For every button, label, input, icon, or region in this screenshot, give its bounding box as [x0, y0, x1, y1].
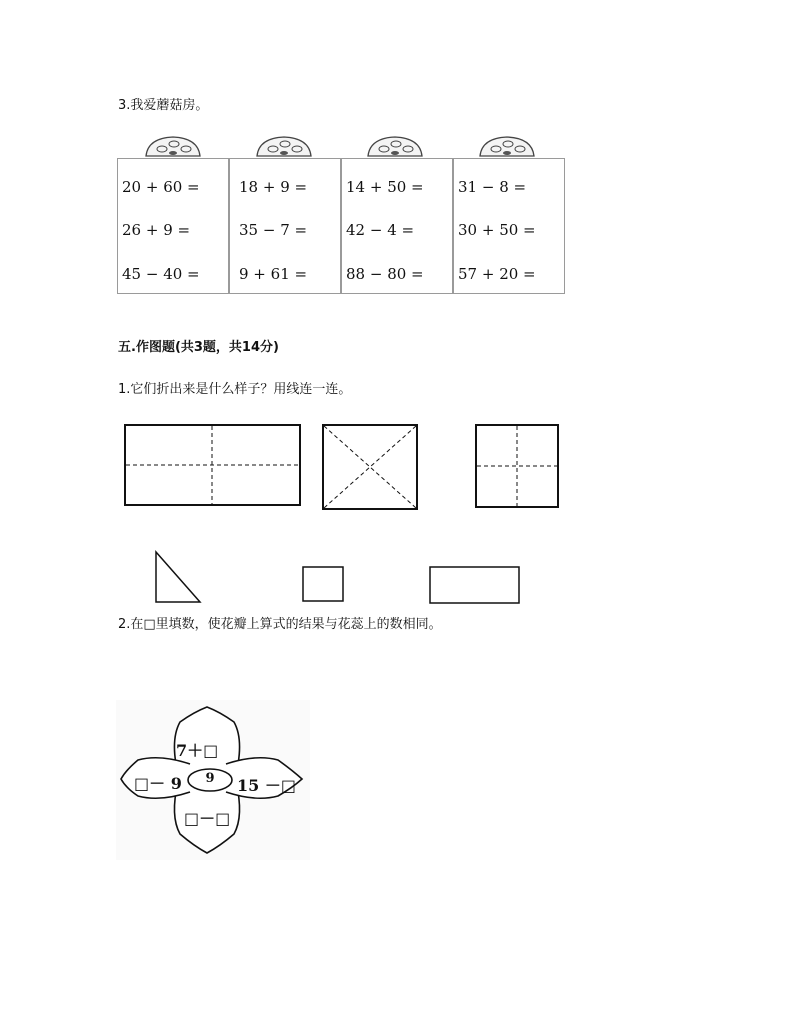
- equation: 88 − 80 =: [346, 265, 424, 283]
- section-title: 五.作图题(共3题，共14分): [118, 340, 279, 355]
- equation: 30 + 50 =: [458, 221, 536, 239]
- equation: 20 + 60 =: [122, 178, 200, 196]
- equation: 14 + 50 =: [346, 178, 424, 196]
- equation: 18 + 9 =: [239, 178, 308, 196]
- mushroom-house: [341, 158, 453, 294]
- mushroom-house: [117, 158, 229, 294]
- petal-bottom-expression[interactable]: □－□: [184, 809, 231, 828]
- folded-square-diagonal-figure: [322, 424, 418, 510]
- mushroom-house: [453, 158, 565, 294]
- equation: 35 − 7 =: [239, 221, 308, 239]
- small-square-shape[interactable]: [302, 566, 344, 602]
- mushroom-cap-icon: [366, 134, 424, 158]
- mushroom-house: [229, 158, 341, 294]
- rectangle-shape[interactable]: [429, 566, 520, 604]
- equation: 45 − 40 =: [122, 265, 200, 283]
- mushroom-cap-icon: [255, 134, 313, 158]
- equation: 26 + 9 =: [122, 221, 191, 239]
- question-2-title: 2.在□里填数，使花瓣上算式的结果与花蕊上的数相同。: [118, 617, 442, 632]
- question-3-title: 3.我爱蘑菇房。: [118, 98, 209, 113]
- equation: 42 − 4 =: [346, 221, 415, 239]
- petal-left-expression[interactable]: □－ 9: [134, 774, 182, 793]
- equation: 31 − 8 =: [458, 178, 527, 196]
- equation: 9 + 61 =: [239, 265, 308, 283]
- folded-rectangle-figure: [124, 424, 301, 506]
- flower-center-number: 9: [205, 771, 215, 786]
- petal-right-expression[interactable]: 15 －□: [237, 776, 296, 795]
- equation: 57 + 20 =: [458, 265, 536, 283]
- triangle-shape[interactable]: [154, 550, 202, 604]
- mushroom-cap-icon: [478, 134, 536, 158]
- question-1-title: 1.它们折出来是什么样子？用线连一连。: [118, 382, 352, 397]
- petal-top-expression[interactable]: 7＋□: [176, 741, 219, 760]
- folded-square-cross-figure: [475, 424, 559, 508]
- mushroom-cap-icon: [144, 134, 202, 158]
